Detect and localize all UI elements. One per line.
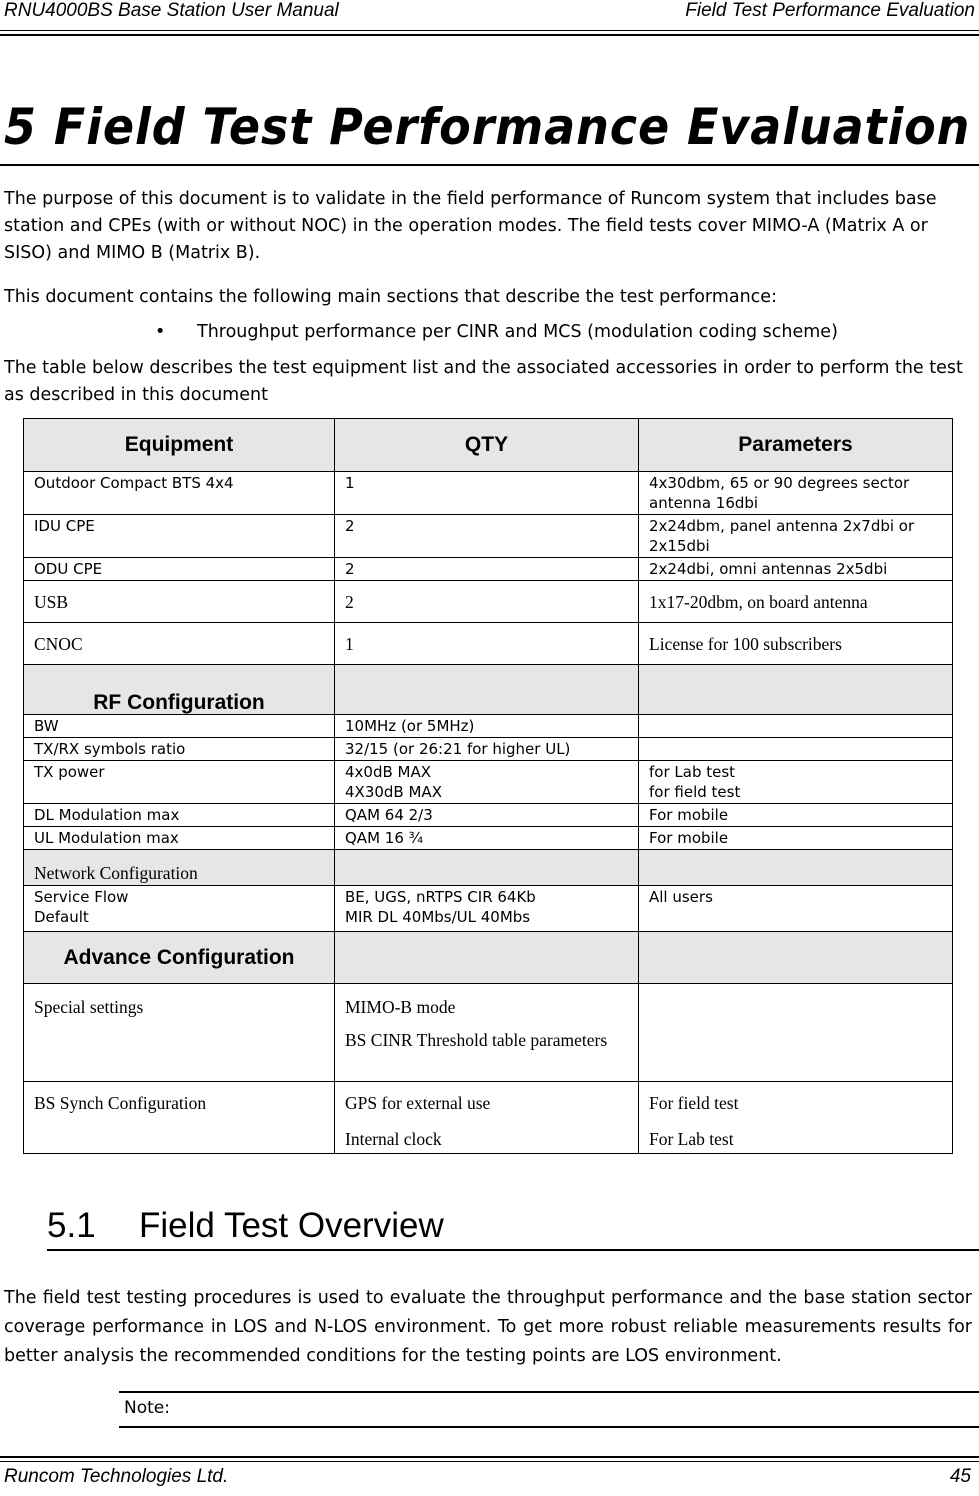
table-cell: 1 bbox=[335, 623, 639, 665]
table-row bbox=[24, 581, 953, 623]
section-heading bbox=[47, 1206, 444, 1246]
table-row bbox=[24, 715, 953, 738]
table-cell: 1x17-20dbm, on board antenna bbox=[639, 581, 953, 623]
table-cell bbox=[335, 1082, 639, 1154]
table-cell: USB bbox=[24, 581, 335, 623]
intro-paragraph-3: The table below describes the test equipment list and the associated accessories in order to perform the test as described in this document bbox=[4, 358, 963, 405]
cell-line: MIR DL 40Mbs/UL 40Mbs bbox=[345, 908, 531, 926]
section-title: Field Test Overview bbox=[139, 1206, 444, 1245]
cell-line: Service Flow bbox=[34, 888, 129, 906]
table-cell: 1 bbox=[335, 472, 639, 515]
cell-line: 4x0dB MAX bbox=[345, 763, 432, 781]
table-cell bbox=[335, 932, 639, 984]
table-cell bbox=[639, 886, 953, 932]
table-row bbox=[24, 472, 953, 515]
section-number: 5.1 bbox=[47, 1206, 96, 1245]
table-cell: 10MHz (or 5MHz) bbox=[335, 715, 639, 738]
table-cell: License for 100 subscribers bbox=[639, 623, 953, 665]
network-section-title: Network Configuration bbox=[24, 850, 335, 886]
table-row bbox=[24, 886, 953, 932]
table-cell: 32/15 (or 26:21 for higher UL) bbox=[335, 738, 639, 761]
table-header-row bbox=[24, 419, 953, 472]
table-cell: 2x24dbi, omni antennas 2x5dbi bbox=[639, 558, 953, 581]
page-header bbox=[0, 0, 979, 44]
table-cell bbox=[639, 932, 953, 984]
table-cell: 2x24dbm, panel antenna 2x7dbi or 2x15dbi bbox=[639, 515, 953, 558]
header-rule-thick bbox=[0, 34, 979, 36]
table-row bbox=[24, 761, 953, 804]
table-cell bbox=[335, 984, 639, 1082]
cell-line: MIMO-B mode bbox=[345, 997, 456, 1017]
cell-line: For field test bbox=[649, 1093, 739, 1113]
cell-line: GPS for external use bbox=[345, 1093, 491, 1113]
table-cell: DL Modulation max bbox=[24, 804, 335, 827]
table-row bbox=[24, 623, 953, 665]
table-cell: BS Synch Configuration bbox=[24, 1082, 335, 1154]
table-cell bbox=[24, 761, 335, 804]
header-equipment: Equipment bbox=[24, 419, 335, 472]
table-cell bbox=[639, 1082, 953, 1154]
table-cell bbox=[639, 984, 953, 1082]
cell-line: BS CINR Threshold table parameters bbox=[345, 1030, 608, 1050]
cell-line: All users bbox=[649, 888, 713, 906]
table-cell bbox=[639, 761, 953, 804]
advance-section-title: Advance Configuration bbox=[24, 932, 335, 984]
page-number: 45 bbox=[949, 1466, 971, 1487]
table-cell: IDU CPE bbox=[24, 515, 335, 558]
table-cell: CNOC bbox=[24, 623, 335, 665]
table-cell bbox=[335, 665, 639, 715]
cell-line: BE, UGS, nRTPS CIR 64Kb bbox=[345, 888, 536, 906]
advance-section-row bbox=[24, 932, 953, 984]
table-cell bbox=[639, 715, 953, 738]
cell-line: for Lab test bbox=[649, 763, 736, 781]
cell-line: Internal clock bbox=[345, 1129, 442, 1149]
note-label: Note: bbox=[124, 1398, 170, 1418]
rf-section-row bbox=[24, 665, 953, 715]
cell-line: For Lab test bbox=[649, 1129, 734, 1149]
note-rule-top bbox=[119, 1391, 979, 1393]
footer-rule-thick bbox=[0, 1456, 979, 1458]
header-chapter-title: Field Test Performance Evaluation bbox=[685, 0, 975, 21]
table-cell: UL Modulation max bbox=[24, 827, 335, 850]
bullet-item bbox=[155, 319, 838, 346]
table-cell bbox=[335, 850, 639, 886]
header-qty: QTY bbox=[335, 419, 639, 472]
footer-company: Runcom Technologies Ltd. bbox=[4, 1466, 229, 1487]
table-cell: ODU CPE bbox=[24, 558, 335, 581]
table-cell: For mobile bbox=[639, 827, 953, 850]
table-cell: 2 bbox=[335, 581, 639, 623]
table-cell bbox=[335, 886, 639, 932]
header-parameters: Parameters bbox=[639, 419, 953, 472]
table-cell: For mobile bbox=[639, 804, 953, 827]
equipment-table bbox=[23, 418, 953, 1154]
table-cell: Outdoor Compact BTS 4x4 bbox=[24, 472, 335, 515]
rf-section-title: RF Configuration bbox=[24, 665, 335, 715]
chapter-heading: 5 Field Test Performance Evaluation bbox=[4, 98, 971, 156]
footer-rule-thin bbox=[0, 1461, 979, 1462]
table-row bbox=[24, 827, 953, 850]
cell-line: for field test bbox=[649, 783, 741, 801]
chapter-heading-rule bbox=[0, 164, 979, 166]
table-cell: 2 bbox=[335, 515, 639, 558]
section-heading-rule bbox=[47, 1249, 979, 1251]
note-rule-bottom bbox=[119, 1426, 979, 1428]
cell-line: Default bbox=[34, 908, 89, 926]
intro-paragraph-2: This document contains the following main sections that describe the test performance: bbox=[4, 287, 777, 307]
cell-line: TX power bbox=[34, 763, 105, 781]
table-cell bbox=[24, 886, 335, 932]
table-row bbox=[24, 1082, 953, 1154]
table-cell bbox=[639, 850, 953, 886]
table-cell bbox=[335, 761, 639, 804]
header-manual-title: RNU4000BS Base Station User Manual bbox=[4, 0, 339, 21]
network-section-row bbox=[24, 850, 953, 886]
table-row bbox=[24, 738, 953, 761]
table-cell: QAM 64 2/3 bbox=[335, 804, 639, 827]
cell-line: 4X30dB MAX bbox=[345, 783, 442, 801]
bullet-text: Throughput performance per CINR and MCS (modulation coding scheme) bbox=[197, 322, 838, 342]
table-cell: BW bbox=[24, 715, 335, 738]
header-rule-thin bbox=[0, 30, 979, 31]
intro-paragraph-1: The purpose of this document is to validate in the field performance of Runcom system that includes base station and CPEs (with or without NOC) in the operation modes. The field tests cover MIMO-A (Matrix A or SISO) and MIMO B (Matrix B). bbox=[4, 189, 937, 263]
table-row bbox=[24, 515, 953, 558]
table-row bbox=[24, 558, 953, 581]
section-body: The field test testing procedures is used to evaluate the throughput performance and the base station sector coverage performance in LOS and N-LOS environment. To get more robust reliable measurements results for better analysis the recommended conditions for the testing points are LOS environment. bbox=[4, 1288, 972, 1366]
table-cell: QAM 16 ¾ bbox=[335, 827, 639, 850]
table-cell: TX/RX symbols ratio bbox=[24, 738, 335, 761]
table-cell: 4x30dbm, 65 or 90 degrees sector antenna 16dbi bbox=[639, 472, 953, 515]
bullet-dot-icon: • bbox=[155, 322, 166, 342]
table-row bbox=[24, 984, 953, 1082]
table-cell: Special settings bbox=[24, 984, 335, 1082]
table-cell: 2 bbox=[335, 558, 639, 581]
table-row bbox=[24, 804, 953, 827]
table-cell bbox=[639, 665, 953, 715]
table-cell bbox=[639, 738, 953, 761]
